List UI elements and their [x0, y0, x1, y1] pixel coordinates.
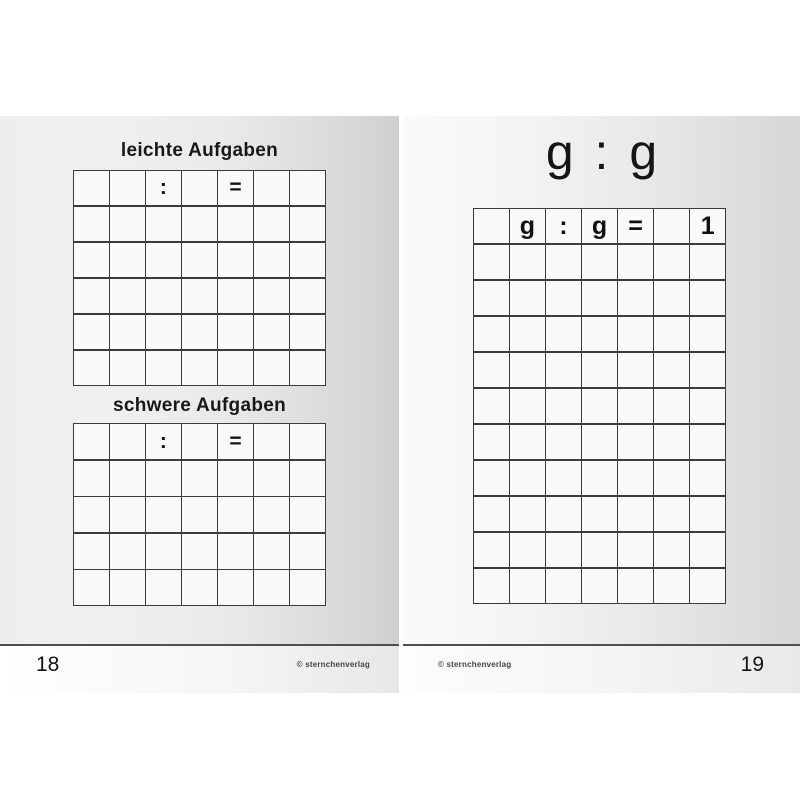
grid-cell	[654, 389, 689, 423]
grid-cell	[474, 533, 509, 567]
grid-cell	[690, 497, 725, 531]
grid-cell	[654, 245, 689, 279]
grid-cell	[146, 315, 181, 349]
grid-cell	[182, 351, 217, 385]
grid-cell	[582, 425, 617, 459]
grid-cell	[218, 534, 253, 569]
grid-cell	[146, 497, 181, 532]
grid-cell	[254, 171, 289, 205]
grid-cell	[74, 243, 109, 277]
grid-cell	[290, 570, 325, 605]
grid-cell	[654, 569, 689, 603]
grid-cell	[474, 497, 509, 531]
copyright-text: © sternchenverlag	[438, 660, 512, 669]
grid-cell	[618, 389, 653, 423]
grid-cell	[110, 534, 145, 569]
grid-cell	[582, 389, 617, 423]
section-title-hard: schwere Aufgaben	[112, 395, 287, 416]
right-page	[403, 116, 800, 693]
grid-cell	[618, 281, 653, 315]
grid-cell	[146, 461, 181, 496]
grid-cell	[546, 353, 581, 387]
grid-cell	[510, 281, 545, 315]
grid-cell	[290, 534, 325, 569]
grid-header-cell: :	[146, 171, 181, 205]
grid-cell	[218, 315, 253, 349]
grid-cell	[510, 533, 545, 567]
grid-cell	[582, 245, 617, 279]
grid-cell	[254, 534, 289, 569]
grid-cell	[546, 461, 581, 495]
grid-cell	[654, 209, 689, 243]
grid-cell	[510, 245, 545, 279]
grid-cell	[654, 317, 689, 351]
grid-cell	[510, 497, 545, 531]
grid-cell	[690, 425, 725, 459]
grid-cell	[582, 353, 617, 387]
grid-cell	[474, 569, 509, 603]
grid-cell	[582, 281, 617, 315]
easy-tasks-grid	[73, 170, 326, 386]
grid-cell	[474, 425, 509, 459]
grid-cell	[474, 461, 509, 495]
grid-cell	[546, 497, 581, 531]
right-page-footer	[403, 644, 800, 693]
left-page	[0, 116, 399, 693]
grid-cell	[474, 353, 509, 387]
grid-cell	[582, 461, 617, 495]
grid-header-cell: g	[582, 209, 617, 243]
grid-cell	[182, 171, 217, 205]
grid-cell	[290, 207, 325, 241]
grid-cell	[182, 315, 217, 349]
grid-cell	[254, 243, 289, 277]
grid-cell	[146, 570, 181, 605]
grid-cell	[618, 317, 653, 351]
division-tasks-grid	[473, 208, 726, 604]
page-number: 19	[740, 653, 764, 676]
grid-cell	[74, 351, 109, 385]
grid-cell	[510, 461, 545, 495]
grid-cell	[74, 279, 109, 313]
grid-cell	[618, 425, 653, 459]
grid-cell	[254, 461, 289, 496]
grid-cell	[254, 497, 289, 532]
grid-cell	[254, 424, 289, 459]
grid-cell	[74, 424, 109, 459]
grid-cell	[618, 569, 653, 603]
grid-cell	[618, 497, 653, 531]
section-title-easy: leichte Aufgaben	[120, 140, 279, 161]
grid-cell	[110, 424, 145, 459]
grid-header-cell: =	[218, 424, 253, 459]
grid-cell	[182, 461, 217, 496]
grid-cell	[546, 281, 581, 315]
grid-cell	[510, 389, 545, 423]
grid-cell	[290, 497, 325, 532]
grid-cell	[290, 424, 325, 459]
grid-cell	[546, 245, 581, 279]
grid-cell	[110, 279, 145, 313]
grid-cell	[146, 279, 181, 313]
grid-cell	[290, 315, 325, 349]
grid-cell	[74, 570, 109, 605]
grid-cell	[74, 497, 109, 532]
hard-tasks-grid	[73, 423, 326, 606]
grid-cell	[74, 171, 109, 205]
grid-cell	[110, 570, 145, 605]
grid-cell	[110, 315, 145, 349]
copyright-text: © sternchenverlag	[296, 660, 370, 669]
grid-cell	[690, 353, 725, 387]
grid-cell	[218, 497, 253, 532]
grid-cell	[690, 389, 725, 423]
grid-cell	[618, 245, 653, 279]
grid-cell	[510, 569, 545, 603]
grid-cell	[654, 281, 689, 315]
grid-cell	[74, 207, 109, 241]
grid-cell	[618, 353, 653, 387]
grid-cell	[218, 243, 253, 277]
grid-cell	[618, 533, 653, 567]
grid-header-cell: =	[218, 171, 253, 205]
grid-cell	[146, 243, 181, 277]
grid-cell	[74, 534, 109, 569]
grid-cell	[110, 461, 145, 496]
grid-header-cell: :	[546, 209, 581, 243]
grid-cell	[582, 569, 617, 603]
grid-cell	[654, 497, 689, 531]
grid-cell	[654, 533, 689, 567]
grid-header-cell: 1	[690, 209, 725, 243]
grid-header-cell: g	[510, 209, 545, 243]
grid-cell	[546, 533, 581, 567]
grid-cell	[110, 243, 145, 277]
grid-cell	[618, 461, 653, 495]
grid-cell	[690, 245, 725, 279]
grid-cell	[474, 281, 509, 315]
grid-header-cell: :	[146, 424, 181, 459]
left-page-footer	[0, 644, 399, 693]
grid-cell	[290, 461, 325, 496]
grid-cell	[74, 461, 109, 496]
grid-cell	[582, 317, 617, 351]
grid-cell	[690, 461, 725, 495]
grid-cell	[290, 171, 325, 205]
grid-cell	[510, 353, 545, 387]
grid-cell	[546, 317, 581, 351]
grid-cell	[182, 243, 217, 277]
grid-cell	[582, 497, 617, 531]
grid-cell	[546, 425, 581, 459]
book-spread	[0, 116, 800, 693]
grid-cell	[546, 569, 581, 603]
grid-cell	[110, 497, 145, 532]
grid-cell	[182, 534, 217, 569]
grid-cell	[182, 279, 217, 313]
grid-cell	[690, 569, 725, 603]
grid-cell	[690, 533, 725, 567]
grid-cell	[254, 570, 289, 605]
grid-cell	[146, 207, 181, 241]
grid-cell	[218, 461, 253, 496]
grid-cell	[474, 317, 509, 351]
grid-cell	[110, 207, 145, 241]
grid-cell	[182, 424, 217, 459]
grid-cell	[218, 279, 253, 313]
grid-cell	[582, 533, 617, 567]
grid-cell	[182, 497, 217, 532]
grid-cell	[218, 207, 253, 241]
grid-cell	[690, 317, 725, 351]
grid-cell	[146, 534, 181, 569]
grid-cell	[74, 315, 109, 349]
grid-cell	[254, 279, 289, 313]
grid-cell	[290, 351, 325, 385]
grid-cell	[254, 351, 289, 385]
grid-header-cell: =	[618, 209, 653, 243]
grid-cell	[110, 351, 145, 385]
grid-cell	[110, 171, 145, 205]
grid-cell	[654, 461, 689, 495]
grid-cell	[690, 281, 725, 315]
grid-cell	[218, 570, 253, 605]
grid-cell	[654, 353, 689, 387]
grid-cell	[510, 317, 545, 351]
grid-cell	[474, 209, 509, 243]
grid-cell	[254, 207, 289, 241]
grid-cell	[146, 351, 181, 385]
grid-cell	[182, 570, 217, 605]
grid-cell	[474, 389, 509, 423]
grid-cell	[654, 425, 689, 459]
grid-cell	[182, 207, 217, 241]
grid-cell	[218, 351, 253, 385]
grid-cell	[474, 245, 509, 279]
page-title: g : g	[545, 124, 658, 180]
grid-cell	[290, 243, 325, 277]
grid-cell	[254, 315, 289, 349]
grid-cell	[290, 279, 325, 313]
page-number: 18	[36, 653, 60, 676]
grid-cell	[546, 389, 581, 423]
grid-cell	[510, 425, 545, 459]
